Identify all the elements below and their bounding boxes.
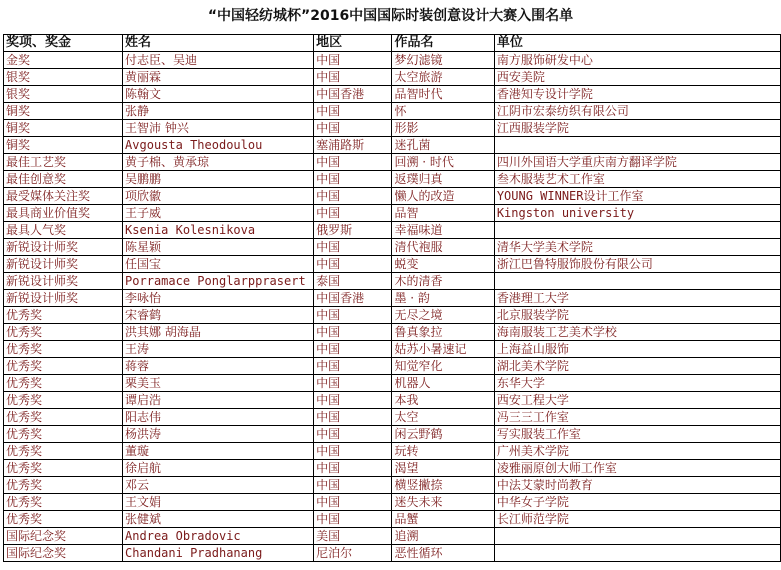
cell-region: 中国 <box>314 375 392 392</box>
cell-award: 国际纪念奖 <box>4 545 123 562</box>
cell-work: 渴望 <box>392 460 494 477</box>
header-work: 作品名 <box>392 35 494 52</box>
cell-region: 中国 <box>314 307 392 324</box>
cell-unit: 清华大学美术学院 <box>494 239 780 256</box>
cell-unit <box>494 222 780 239</box>
cell-region: 中国 <box>314 324 392 341</box>
cell-region: 中国 <box>314 205 392 222</box>
cell-region: 中国 <box>314 477 392 494</box>
cell-name: 邓云 <box>123 477 314 494</box>
cell-award: 优秀奖 <box>4 307 123 324</box>
cell-work: 品智 <box>392 205 494 222</box>
cell-region: 俄罗斯 <box>314 222 392 239</box>
cell-award: 最受媒体关注奖 <box>4 188 123 205</box>
cell-unit: 湖北美术学院 <box>494 358 780 375</box>
cell-work: 迷孔菌 <box>392 137 494 154</box>
cell-name: Chandani Pradhanang <box>123 545 314 562</box>
cell-unit: 东华大学 <box>494 375 780 392</box>
cell-unit: 广州美术学院 <box>494 443 780 460</box>
table-row <box>4 545 781 562</box>
cell-unit: 写实服装工作室 <box>494 426 780 443</box>
table-row <box>4 358 781 375</box>
cell-region: 中国 <box>314 494 392 511</box>
table-row <box>4 239 781 256</box>
cell-name: 杨洪涛 <box>123 426 314 443</box>
cell-award: 最具人气奖 <box>4 222 123 239</box>
cell-award: 铜奖 <box>4 137 123 154</box>
cell-name: 谭启浩 <box>123 392 314 409</box>
cell-award: 金奖 <box>4 52 123 69</box>
cell-work: 玩转 <box>392 443 494 460</box>
cell-name: 陈星颖 <box>123 239 314 256</box>
cell-work: 清代袍服 <box>392 239 494 256</box>
cell-award: 国际纪念奖 <box>4 528 123 545</box>
cell-unit: 江阴市宏泰纺织有限公司 <box>494 103 780 120</box>
cell-unit: 凌雅丽原创大师工作室 <box>494 460 780 477</box>
cell-name: Avgousta Theodoulou <box>123 137 314 154</box>
cell-award: 优秀奖 <box>4 409 123 426</box>
table-row <box>4 52 781 69</box>
header-award: 奖项、奖金 <box>4 35 123 52</box>
cell-region: 中国 <box>314 154 392 171</box>
table-row <box>4 494 781 511</box>
cell-unit: 香港知专设计学院 <box>494 86 780 103</box>
cell-award: 优秀奖 <box>4 511 123 528</box>
cell-name: 项欣徽 <box>123 188 314 205</box>
cell-work: 墨 · 韵 <box>392 290 494 307</box>
cell-region: 中国 <box>314 511 392 528</box>
cell-unit: 西安美院 <box>494 69 780 86</box>
cell-award: 优秀奖 <box>4 358 123 375</box>
cell-unit: 浙江巴鲁特服饰股份有限公司 <box>494 256 780 273</box>
cell-unit: 长江师范学院 <box>494 511 780 528</box>
cell-award: 铜奖 <box>4 103 123 120</box>
cell-work: 幸福味道 <box>392 222 494 239</box>
cell-region: 中国 <box>314 341 392 358</box>
cell-work: 蜕变 <box>392 256 494 273</box>
cell-unit: 海南服装工艺美术学校 <box>494 324 780 341</box>
cell-name: 吴鹏鹏 <box>123 171 314 188</box>
table-row <box>4 154 781 171</box>
cell-unit: 中华女子学院 <box>494 494 780 511</box>
cell-name: 付志臣、吴迪 <box>123 52 314 69</box>
cell-name: 洪其娜 胡海晶 <box>123 324 314 341</box>
table-row <box>4 409 781 426</box>
cell-work: 本我 <box>392 392 494 409</box>
cell-unit: 北京服装学院 <box>494 307 780 324</box>
table-row <box>4 511 781 528</box>
table-row <box>4 69 781 86</box>
cell-region: 中国 <box>314 358 392 375</box>
cell-unit: 中法艾蒙时尚教育 <box>494 477 780 494</box>
cell-work: 太空旅游 <box>392 69 494 86</box>
table-row <box>4 460 781 477</box>
cell-region: 美国 <box>314 528 392 545</box>
table-row <box>4 528 781 545</box>
cell-award: 优秀奖 <box>4 460 123 477</box>
cell-award: 最佳创意奖 <box>4 171 123 188</box>
cell-work: 太空 <box>392 409 494 426</box>
cell-work: 机器人 <box>392 375 494 392</box>
cell-name: 阳志伟 <box>123 409 314 426</box>
cell-region: 中国 <box>314 69 392 86</box>
cell-region: 中国 <box>314 239 392 256</box>
cell-name: 王子威 <box>123 205 314 222</box>
table-row <box>4 341 781 358</box>
cell-unit: 江西服装学院 <box>494 120 780 137</box>
table-row <box>4 120 781 137</box>
cell-work: 横竖撇捺 <box>392 477 494 494</box>
cell-region: 中国 <box>314 188 392 205</box>
table-row <box>4 188 781 205</box>
cell-work: 知觉窄化 <box>392 358 494 375</box>
cell-region: 中国 <box>314 120 392 137</box>
cell-work: 追溯 <box>392 528 494 545</box>
cell-unit: 南方服饰研发中心 <box>494 52 780 69</box>
cell-name: 陈翰文 <box>123 86 314 103</box>
cell-award: 新锐设计师奖 <box>4 273 123 290</box>
cell-unit: Kingston university <box>494 205 780 222</box>
cell-work: 无尽之境 <box>392 307 494 324</box>
cell-name: 宋睿鹤 <box>123 307 314 324</box>
header-unit: 单位 <box>494 35 780 52</box>
cell-region: 塞浦路斯 <box>314 137 392 154</box>
cell-work: 恶性循环 <box>392 545 494 562</box>
table-row <box>4 137 781 154</box>
cell-award: 优秀奖 <box>4 324 123 341</box>
cell-region: 中国 <box>314 103 392 120</box>
table-row <box>4 273 781 290</box>
cell-region: 中国 <box>314 443 392 460</box>
cell-unit <box>494 545 780 562</box>
header-name: 姓名 <box>123 35 314 52</box>
cell-work: 品智时代 <box>392 86 494 103</box>
cell-name: 任国宝 <box>123 256 314 273</box>
cell-award: 银奖 <box>4 86 123 103</box>
table-row <box>4 477 781 494</box>
cell-work: 返璞归真 <box>392 171 494 188</box>
finalist-table <box>3 34 781 562</box>
cell-award: 优秀奖 <box>4 426 123 443</box>
table-row <box>4 426 781 443</box>
table-row <box>4 443 781 460</box>
table-row <box>4 324 781 341</box>
table-row <box>4 86 781 103</box>
cell-name: 李咏怡 <box>123 290 314 307</box>
cell-name: 栗美玉 <box>123 375 314 392</box>
cell-work: 姑苏小暑速记 <box>392 341 494 358</box>
cell-award: 最佳工艺奖 <box>4 154 123 171</box>
cell-unit: 上海益山服饰 <box>494 341 780 358</box>
header-row <box>4 35 781 52</box>
cell-award: 新锐设计师奖 <box>4 239 123 256</box>
cell-name: 黄丽霖 <box>123 69 314 86</box>
cell-region: 尼泊尔 <box>314 545 392 562</box>
cell-name: 董璇 <box>123 443 314 460</box>
cell-work: 迷失未来 <box>392 494 494 511</box>
cell-work: 鲁真象拉 <box>392 324 494 341</box>
cell-work: 懒人的改造 <box>392 188 494 205</box>
cell-award: 新锐设计师奖 <box>4 256 123 273</box>
cell-name: 王文娟 <box>123 494 314 511</box>
cell-name: 张健斌 <box>123 511 314 528</box>
cell-name: 黄子棉、黄承琼 <box>123 154 314 171</box>
cell-unit <box>494 273 780 290</box>
cell-region: 中国 <box>314 52 392 69</box>
table-row <box>4 375 781 392</box>
cell-name: 王智沛 钟兴 <box>123 120 314 137</box>
cell-unit: 香港理工大学 <box>494 290 780 307</box>
cell-work: 形影 <box>392 120 494 137</box>
cell-name: 张静 <box>123 103 314 120</box>
cell-award: 优秀奖 <box>4 341 123 358</box>
cell-award: 优秀奖 <box>4 494 123 511</box>
cell-region: 中国 <box>314 426 392 443</box>
cell-name: Andrea Obradovic <box>123 528 314 545</box>
cell-region: 泰国 <box>314 273 392 290</box>
cell-award: 最具商业价值奖 <box>4 205 123 222</box>
cell-unit <box>494 528 780 545</box>
cell-region: 中国 <box>314 409 392 426</box>
cell-work: 闲云野鹤 <box>392 426 494 443</box>
header-region: 地区 <box>314 35 392 52</box>
cell-work: 木的清香 <box>392 273 494 290</box>
page-title: “中国轻纺城杯”2016中国国际时装创意设计大赛入围名单 <box>207 8 574 24</box>
table-row <box>4 222 781 239</box>
cell-work: 品蟹 <box>392 511 494 528</box>
cell-unit: YOUNG WINNER设计工作室 <box>494 188 780 205</box>
cell-region: 中国 <box>314 460 392 477</box>
cell-award: 优秀奖 <box>4 392 123 409</box>
cell-work: 回溯 · 时代 <box>392 154 494 171</box>
cell-unit: 四川外国语大学重庆南方翻译学院 <box>494 154 780 171</box>
table-row <box>4 392 781 409</box>
cell-award: 优秀奖 <box>4 375 123 392</box>
cell-work: 怀 <box>392 103 494 120</box>
cell-region: 中国 <box>314 256 392 273</box>
table-row <box>4 307 781 324</box>
cell-name: 蒋蓉 <box>123 358 314 375</box>
cell-award: 优秀奖 <box>4 443 123 460</box>
cell-unit: 叁木服装艺术工作室 <box>494 171 780 188</box>
cell-award: 新锐设计师奖 <box>4 290 123 307</box>
table-row <box>4 171 781 188</box>
cell-award: 优秀奖 <box>4 477 123 494</box>
cell-name: 徐启航 <box>123 460 314 477</box>
cell-region: 中国 <box>314 171 392 188</box>
cell-award: 银奖 <box>4 69 123 86</box>
cell-unit <box>494 137 780 154</box>
cell-unit: 西安工程大学 <box>494 392 780 409</box>
table-row <box>4 205 781 222</box>
cell-unit: 冯三三工作室 <box>494 409 780 426</box>
cell-name: Porramace Ponglarpprasert <box>123 273 314 290</box>
cell-name: 王涛 <box>123 341 314 358</box>
cell-region: 中国香港 <box>314 86 392 103</box>
cell-work: 梦幻滤镜 <box>392 52 494 69</box>
cell-award: 铜奖 <box>4 120 123 137</box>
table-row <box>4 103 781 120</box>
table-row <box>4 256 781 273</box>
cell-region: 中国 <box>314 392 392 409</box>
cell-name: Ksenia Kolesnikova <box>123 222 314 239</box>
cell-region: 中国香港 <box>314 290 392 307</box>
table-row <box>4 290 781 307</box>
